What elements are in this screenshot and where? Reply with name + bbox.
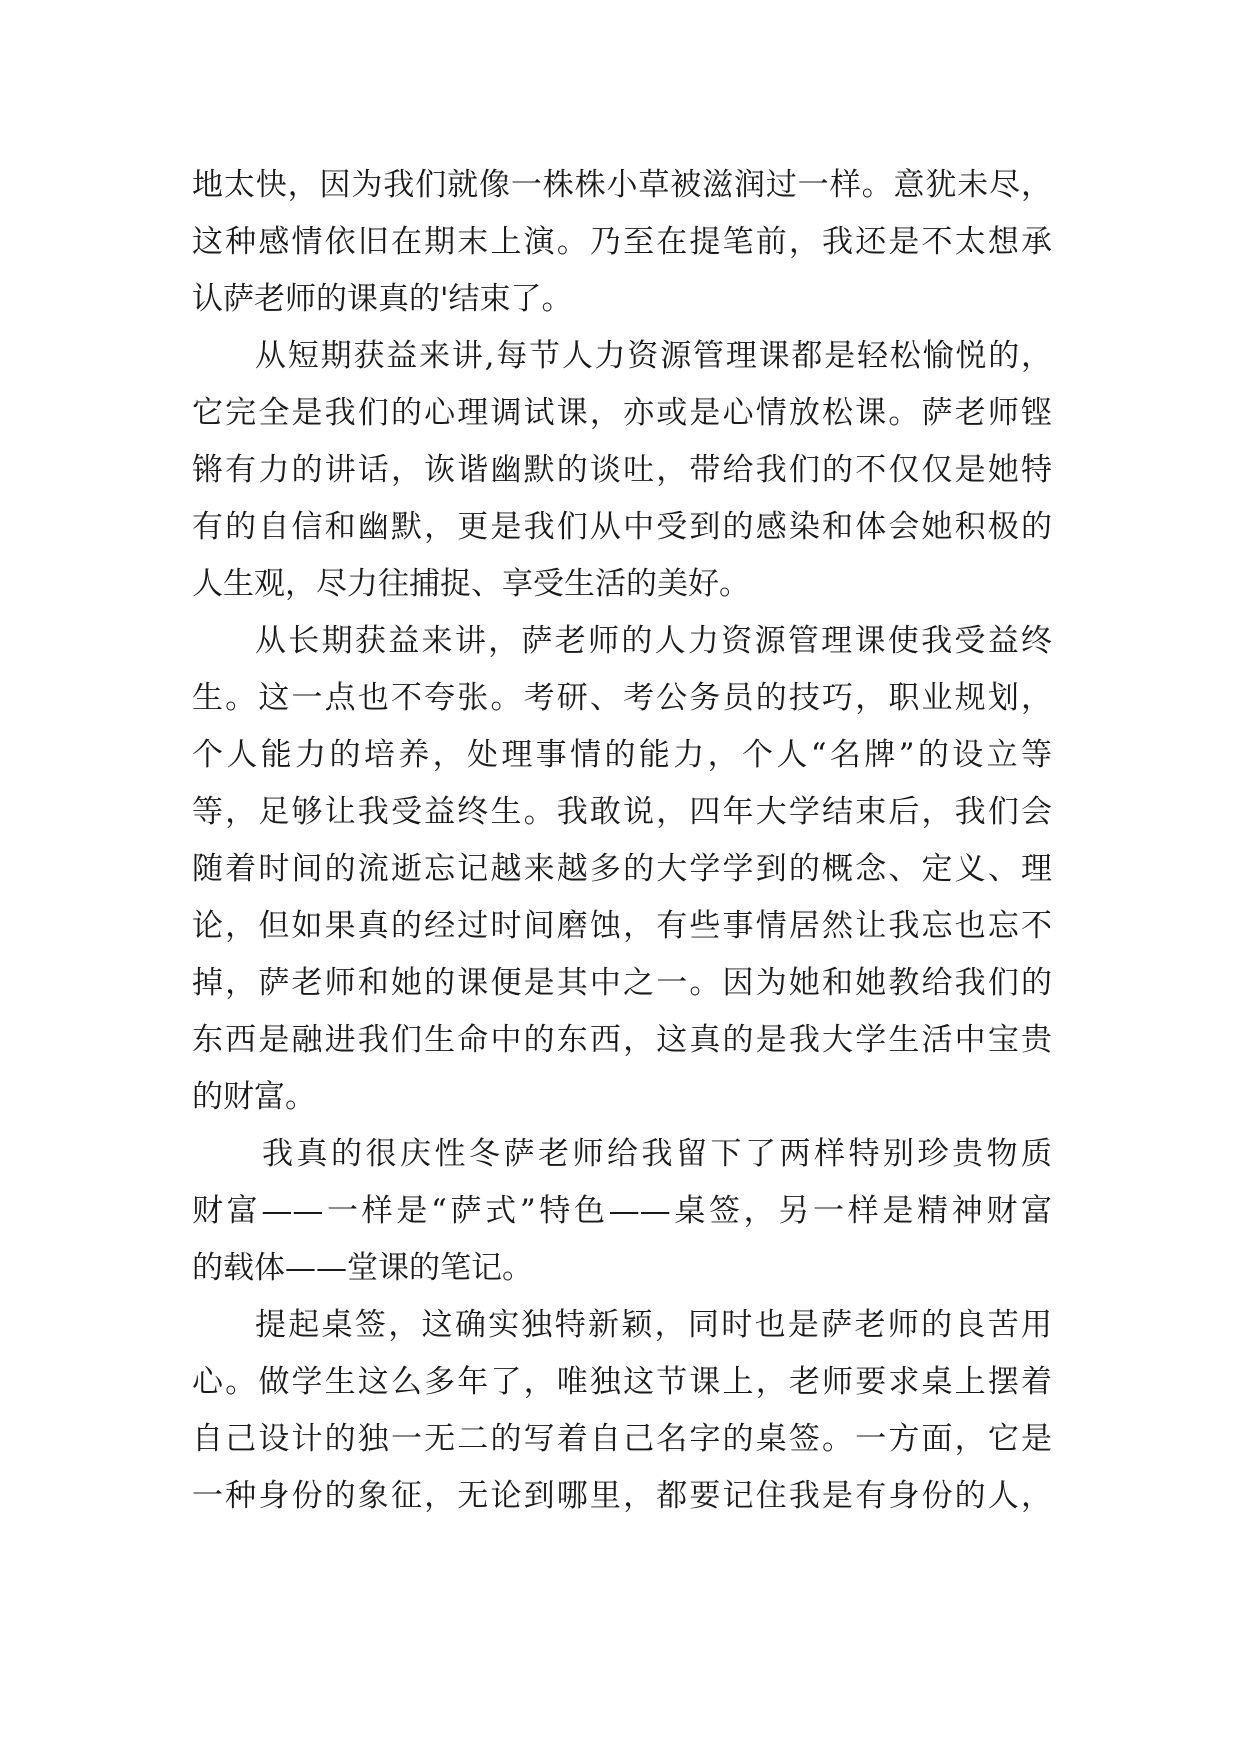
text-line: 认萨老师的课真的'结束了。 [192, 281, 573, 317]
text-line: 东西是融进我们生命中的东西，这真的是我大学生活中宝贵 [192, 1022, 1052, 1058]
paragraph-first-line: 从长期获益来讲，萨老师的人力资源管理课使我受益终 [255, 623, 1052, 659]
text-line: 自己设计的独一无二的写着自己名字的桌签。一方面，它是 [192, 1421, 1052, 1457]
text-line: 这种感情依旧在期末上演。乃至在提笔前，我还是不太想承 [192, 224, 1052, 260]
text-line: 它完全是我们的心理调试课，亦或是心情放松课。萨老师铿 [192, 395, 1052, 431]
paragraph-first-line: 我真的很庆性冬萨老师给我留下了两样特别珍贵物质 [262, 1136, 1052, 1172]
text-line: 一种身份的象征，无论到哪里，都要记住我是有身份的人， [192, 1478, 1052, 1514]
text-line: 心。做学生这么多年了，唯独这节课上，老师要求桌上摆着 [192, 1364, 1052, 1400]
text-line: 有的自信和幽默，更是我们从中受到的感染和体会她积极的 [192, 509, 1052, 545]
text-line: 掉，萨老师和她的课便是其中之一。因为她和她教给我们的 [192, 965, 1052, 1001]
text-line: 等，足够让我受益终生。我敢说，四年大学结束后，我们会 [192, 794, 1052, 830]
text-line: 的载体——堂课的笔记。 [192, 1250, 533, 1286]
text-line: 的财富。 [192, 1079, 316, 1115]
paragraph-first-line: 从短期获益来讲,每节人力资源管理课都是轻松愉悦的， [255, 338, 1052, 374]
paragraph-first-line: 提起桌签，这确实独特新颖，同时也是萨老师的良苦用 [255, 1307, 1052, 1343]
text-line: 地太快，因为我们就像一株株小草被滋润过一样。意犹未尽， [192, 167, 1052, 203]
text-line: 锵有力的讲话，诙谐幽默的谈吐，带给我们的不仅仅是她特 [192, 452, 1052, 488]
text-line: 人生观，尽力往捕捉、享受生活的美好。 [192, 566, 750, 602]
text-line: 随着时间的流逝忘记越来越多的大学学到的概念、定义、理 [192, 851, 1052, 887]
text-line: 生。这一点也不夸张。考研、考公务员的技巧，职业规划， [192, 680, 1052, 716]
text-line: 财富——一样是“萨式”特色——桌签，另一样是精神财富 [192, 1193, 1052, 1229]
text-line: 个人能力的培养，处理事情的能力，个人“名牌”的设立等 [192, 737, 1052, 773]
text-line: 论，但如果真的经过时间磨蚀，有些事情居然让我忘也忘不 [192, 908, 1052, 944]
